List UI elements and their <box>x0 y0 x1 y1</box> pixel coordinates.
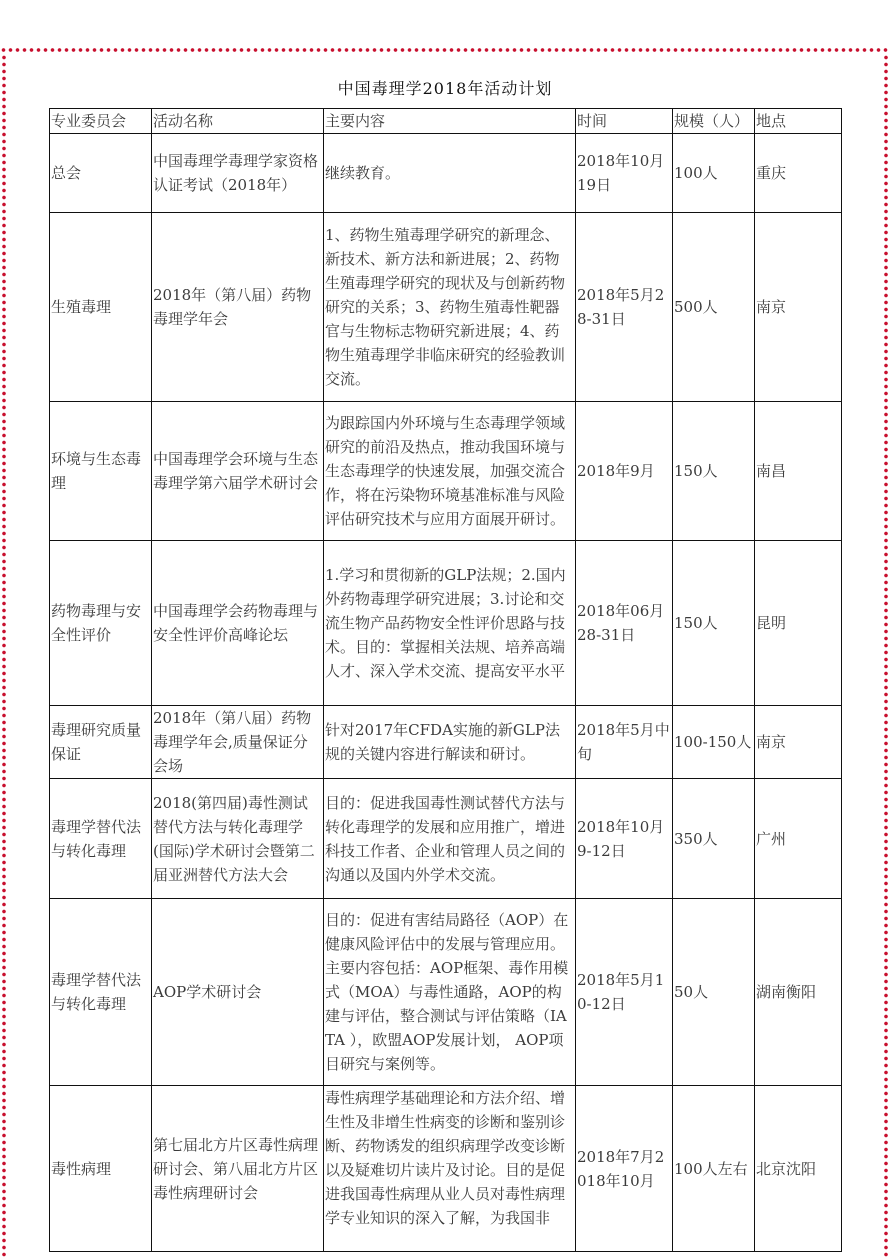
cell-content-text: 毒性病理学基础理论和方法介绍、增生性及非增生性病变的诊断和鉴别诊断、药物诱发的组织病理学改变诊断以及疑难切片读片及讨论。目的是促进我国毒性病理从业人员对毒性病理学专业知识的深入了解，为我国非 <box>325 1089 566 1227</box>
cell-time: 2018年06月28-31日 <box>576 541 673 706</box>
decorative-border-left <box>0 54 8 1259</box>
cell-committee: 总会 <box>50 134 152 213</box>
cell-committee: 毒理研究质量保证 <box>50 706 152 779</box>
cell-scale: 150人 <box>673 541 755 706</box>
cell-place: 重庆 <box>755 134 842 213</box>
table-row <box>50 899 842 1086</box>
cell-content <box>324 1086 576 1252</box>
cell-content: 目的：促进有害结局路径（AOP）在健康风险评估中的发展与管理应用。主要内容包括：AOP框架、毒作用模式（MOA）与毒性通路，AOP的构建与评估，整合测试与评估策略（IATA ），欧盟AOP发展计划， AOP项目研究与案例等。 <box>324 899 576 1086</box>
cell-content: 1.学习和贯彻新的GLP法规；2.国内外药物毒理学研究进展；3.讨论和交流生物产品药物安全性评价思路与技术。目的：掌握相关法规、培养高端人才、深入学术交流、提高安平水平 <box>324 541 576 706</box>
header-time: 时间 <box>576 109 673 134</box>
cell-time: 2018年5月中旬 <box>576 706 673 779</box>
header-activity: 活动名称 <box>152 109 324 134</box>
cell-activity: 中国毒理学会环境与生态毒理学第六届学术研讨会 <box>152 402 324 541</box>
cell-activity: 2018年（第八届）药物毒理学年会,质量保证分会场 <box>152 706 324 779</box>
cell-place: 南京 <box>755 706 842 779</box>
cell-activity-text: 第七届北方片区毒性病理研讨会、第八届北方片区毒性病理研讨会 <box>153 1135 319 1202</box>
table-header-row <box>50 109 842 134</box>
document-title: 中国毒理学2018年活动计划 <box>337 79 553 98</box>
header-scale: 规模（人） <box>673 109 755 134</box>
cell-place <box>755 1086 842 1252</box>
cell-committee: 毒理学替代法与转化毒理 <box>50 779 152 899</box>
cell-scale-text: 100人左右 <box>674 1159 748 1178</box>
table-row <box>50 779 842 899</box>
cell-activity <box>152 1086 324 1252</box>
table-row <box>50 541 842 706</box>
cell-committee <box>50 1086 152 1252</box>
cell-activity: 中国毒理学毒理学家资格认证考试（2018年） <box>152 134 324 213</box>
table-row <box>50 706 842 779</box>
decorative-border-right <box>882 54 890 1259</box>
cell-place: 南京 <box>755 213 842 402</box>
cell-content: 目的：促进我国毒性测试替代方法与转化毒理学的发展和应用推广，增进科技工作者、企业和管理人员之间的沟通以及国内外学术交流。 <box>324 779 576 899</box>
decorative-border-top <box>0 46 890 54</box>
cell-committee: 药物毒理与安全性评价 <box>50 541 152 706</box>
table-row <box>50 402 842 541</box>
cell-committee: 毒理学替代法与转化毒理 <box>50 899 152 1086</box>
cell-time: 2018年5月10-12日 <box>576 899 673 1086</box>
cell-scale: 100-150人 <box>673 706 755 779</box>
cell-committee: 生殖毒理 <box>50 213 152 402</box>
cell-place: 昆明 <box>755 541 842 706</box>
cell-place: 南昌 <box>755 402 842 541</box>
cell-activity: 2018年（第八届）药物毒理学年会 <box>152 213 324 402</box>
cell-committee: 环境与生态毒理 <box>50 402 152 541</box>
cell-scale: 150人 <box>673 402 755 541</box>
table-row <box>50 213 842 402</box>
cell-scale: 100人 <box>673 134 755 213</box>
cell-place-text: 北京沈阳 <box>756 1159 817 1178</box>
table-row <box>50 1086 842 1252</box>
cell-activity: AOP学术研讨会 <box>152 899 324 1086</box>
header-committee: 专业委员会 <box>50 109 152 134</box>
cell-time: 2018年9月 <box>576 402 673 541</box>
cell-time: 2018年10月9-12日 <box>576 779 673 899</box>
activity-plan-table <box>49 108 842 1252</box>
cell-activity: 中国毒理学会药物毒理与安全性评价高峰论坛 <box>152 541 324 706</box>
cell-place: 湖南衡阳 <box>755 899 842 1086</box>
cell-content: 针对2017年CFDA实施的新GLP法规的关键内容进行解读和研讨。 <box>324 706 576 779</box>
cell-content: 继续教育。 <box>324 134 576 213</box>
cell-content: 1、药物生殖毒理学研究的新理念、新技术、新方法和新进展；2、药物生殖毒理学研究的现状及与创新药物研究的关系；3、药物生殖毒性靶器官与生物标志物研究新进展；4、药物生殖毒理学非临床研究的经验教训交流。 <box>324 213 576 402</box>
cell-scale <box>673 1086 755 1252</box>
table-row <box>50 134 842 213</box>
cell-committee-text: 毒性病理 <box>51 1159 112 1178</box>
cell-time <box>576 1086 673 1252</box>
cell-time: 2018年10月19日 <box>576 134 673 213</box>
header-content: 主要内容 <box>324 109 576 134</box>
cell-place: 广州 <box>755 779 842 899</box>
cell-time-text: 2018年7月2018年10月 <box>577 1147 665 1190</box>
header-place: 地点 <box>755 109 842 134</box>
cell-scale: 500人 <box>673 213 755 402</box>
cell-content: 为跟踪国内外环境与生态毒理学领域研究的前沿及热点，推动我国环境与生态毒理学的快速发展，加强交流合作，将在污染物环境基准标准与风险评估研究技术与应用方面展开研讨。 <box>324 402 576 541</box>
cell-time: 2018年5月28-31日 <box>576 213 673 402</box>
cell-scale: 350人 <box>673 779 755 899</box>
cell-scale: 50人 <box>673 899 755 1086</box>
cell-activity: 2018(第四届)毒性测试替代方法与转化毒理学(国际)学术研讨会暨第二届亚洲替代方法大会 <box>152 779 324 899</box>
